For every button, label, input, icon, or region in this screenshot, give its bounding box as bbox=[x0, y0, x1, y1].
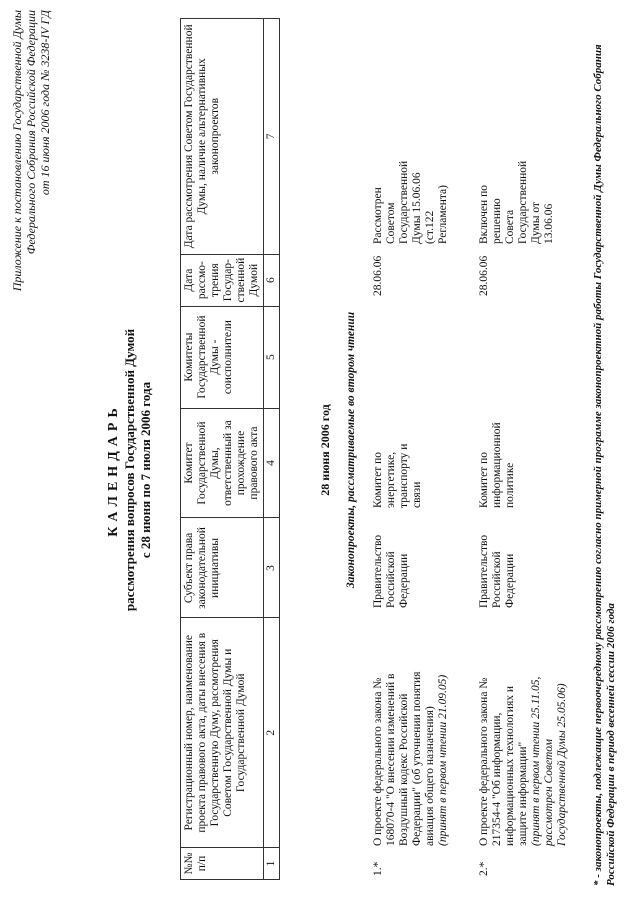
header-num-4: 4 bbox=[264, 408, 280, 518]
title-main: КАЛЕНДАРЬ bbox=[106, 403, 121, 537]
header-col-1: №№ п/п bbox=[181, 848, 264, 880]
header-col-4: Комитет Государственной Думы, ответственный за прохождение правового акта bbox=[181, 408, 264, 518]
header-num-2: 2 bbox=[264, 618, 280, 848]
appendix-note bbox=[10, 10, 52, 340]
row-council: Включен по решению Совета Государственной Думы от 13.06.06 bbox=[478, 160, 555, 244]
header-num-6: 6 bbox=[264, 254, 280, 306]
row-council: Рассмотрен Советом Государственной Думы 15.06.06 (ст.122 Регламента) bbox=[372, 160, 449, 244]
row-bill-title bbox=[478, 660, 569, 846]
row-date: 28.06.06 bbox=[478, 255, 490, 296]
row-subject: Правительство Российской Федерации bbox=[478, 534, 516, 608]
header-num-5: 5 bbox=[264, 306, 280, 408]
header-num-7: 7 bbox=[264, 19, 280, 255]
date-heading: 28 июня 2006 год bbox=[318, 404, 332, 496]
appendix-line-2: Федерального Собрания Российской Федерации bbox=[24, 10, 38, 255]
appendix-line-3: от 16 июня 2006 года № 3238-IV ГД bbox=[38, 10, 52, 196]
header-num-1: 1 bbox=[264, 848, 280, 880]
header-col-2: Регистрационный номер, наименование проекта правового акта, даты внесения в Государственную Думу, рассмотрения Советом Государственной Думы и Государственной Думой bbox=[181, 618, 264, 848]
row-date: 28.06.06 bbox=[372, 255, 384, 296]
row-bill-name: О проекте федерального закона № 217354-4 "Об информации, информационных технологиях и защите информации" bbox=[478, 677, 529, 846]
row-bill-note: (принят в первом чтении 25.11.05, рассмотрен Советом Государственной Думы 25.05.06) bbox=[530, 676, 568, 846]
row-committee: Комитет по энергетике, транспорту и связи bbox=[372, 443, 423, 508]
document-title bbox=[106, 190, 154, 750]
title-line-3: с 28 июня по 7 июля 2006 года bbox=[138, 381, 153, 559]
header-col-6: Дата рассмо-трения Государ-ственной Думой bbox=[181, 254, 264, 306]
row-bill-title bbox=[372, 660, 450, 846]
row-bill-note: (принят в первом чтении 21.09.05) bbox=[437, 674, 449, 846]
row-committee: Комитет по информационной политике bbox=[478, 422, 516, 508]
row-bill-name: О проекте федерального закона № 168070-4 "О внесении изменений в Воздушный кодекс Российской Федерации" (об уточнении понятия авиация общего назначения) bbox=[372, 671, 436, 846]
title-line-2: рассмотрения вопросов Государственной Думой bbox=[122, 328, 137, 612]
header-num-3: 3 bbox=[264, 518, 280, 618]
header-col-5: Комитеты Государственной Думы - соисполнители bbox=[181, 306, 264, 408]
row-number: 1.* bbox=[372, 861, 384, 876]
header-col-3: Субъект права законодательной инициативы bbox=[181, 518, 264, 618]
appendix-line-1: Приложение к постановлению Государственной Думы bbox=[10, 10, 24, 292]
row-number: 2.* bbox=[478, 861, 490, 876]
calendar-table-header bbox=[180, 18, 280, 880]
row-subject: Правительство Российской Федерации bbox=[372, 534, 410, 608]
header-col-7: Дата рассмотрения Советом Государственной Думы, наличие альтернативных законопроектов bbox=[181, 19, 264, 255]
footnote: * - законопроекты, подлежащие первоочередному рассмотрению согласно примерной программе законопроектной работы Государственной Думы Федерального Собрания Российской Федерации в период весенней сессии 2006 года bbox=[592, 44, 617, 886]
section-heading: Законопроекты, рассматриваемые во втором чтении bbox=[345, 311, 357, 589]
